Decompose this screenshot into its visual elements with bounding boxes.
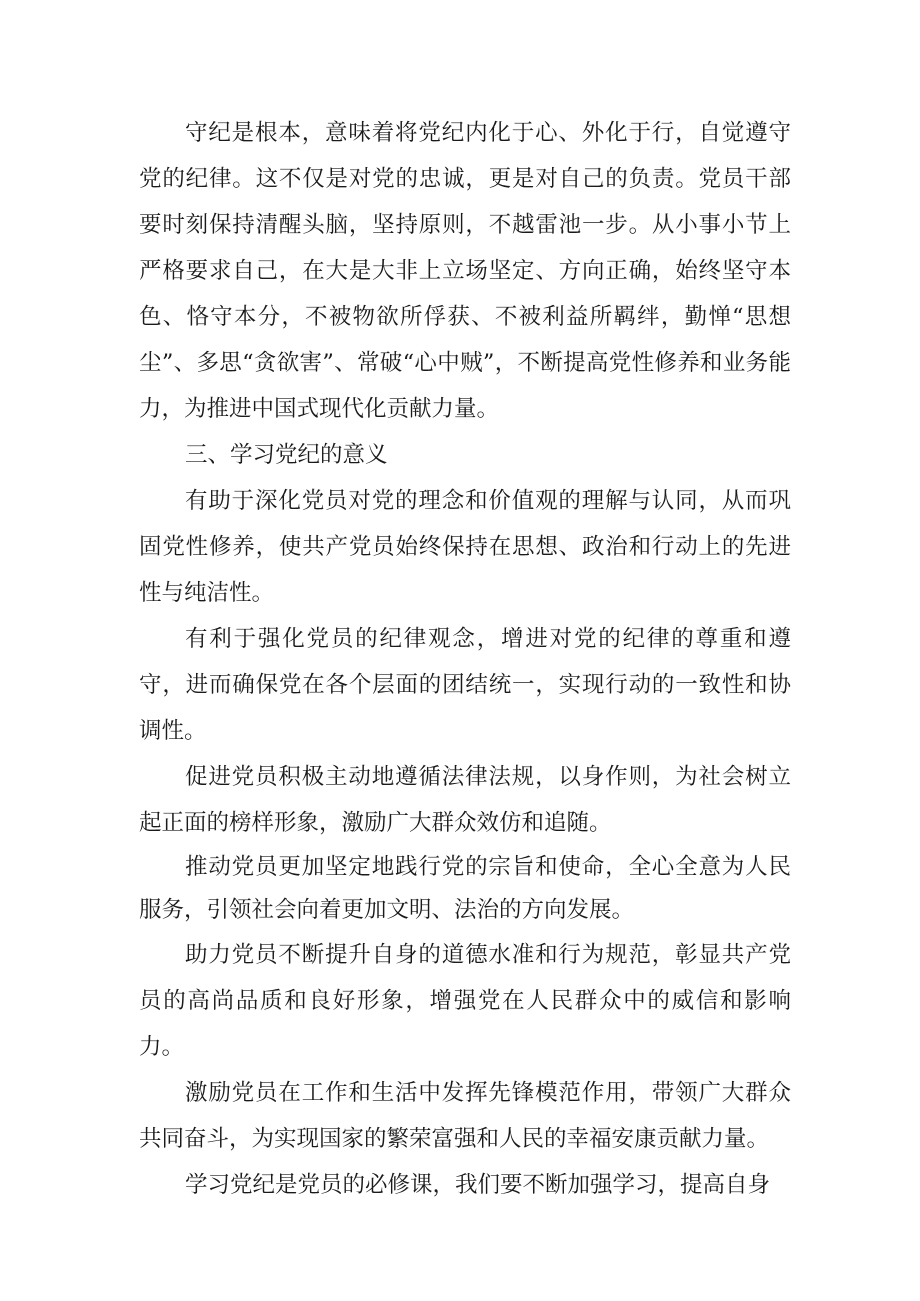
paragraph-significance-7: 学习党纪是党员的必修课，我们要不断加强学习，提高自身: [185, 1172, 771, 1198]
paragraph-significance-4: 推动党员更加坚定地践行党的宗旨和使命，全心全意为人民服务，引领社会向着更加文明、法治的方向发展。: [139, 854, 791, 923]
paragraph-significance-6: 激励党员在工作和生活中发挥先锋模范作用，带领广大群众共同奋斗，为实现国家的繁荣富强和人民的幸福安康贡献力量。: [139, 1080, 791, 1152]
paragraph-significance-1: 有助于深化党员对党的理念和价值观的理解与认同，从而巩固党性修养，使共产党员始终保持在思想、政治和行动上的先进性与纯洁性。: [139, 488, 791, 606]
section-heading: 三、学习党纪的意义: [185, 442, 388, 468]
document-body: [139, 110, 791, 1208]
paragraph-significance-3: 促进党员积极主动地遵循法律法规，以身作则，为社会树立起正面的榜样形象，激励广大群众效仿和追随。: [139, 764, 791, 836]
paragraph-discipline-fundamental: 守纪是根本，意味着将党纪内化于心、外化于行，自觉遵守党的纪律。这不仅是对党的忠诚，更是对自己的负责。党员干部要时刻保持清醒头脑，坚持原则，不越雷池一步。从小事小节上严格要求自己，在大是大非上立场坚定、方向正确，始终坚守本色、恪守本分，不被物欲所俘获、不被利益所羁绊，勤惮“思想尘”、多思“贪欲害”、常破“心中贼”，不断提高党性修养和业务能力，为推进中国式现代化贡献力量。: [139, 120, 791, 422]
paragraph-significance-5: 助力党员不断提升自身的道德水准和行为规范，彰显共产党员的高尚品质和良好形象，增强党在人民群众中的威信和影响力。: [139, 942, 791, 1060]
paragraph-significance-2: 有利于强化党员的纪律观念，增进对党的纪律的尊重和遵守，进而确保党在各个层面的团结统一，实现行动的一致性和协调性。: [139, 626, 791, 744]
